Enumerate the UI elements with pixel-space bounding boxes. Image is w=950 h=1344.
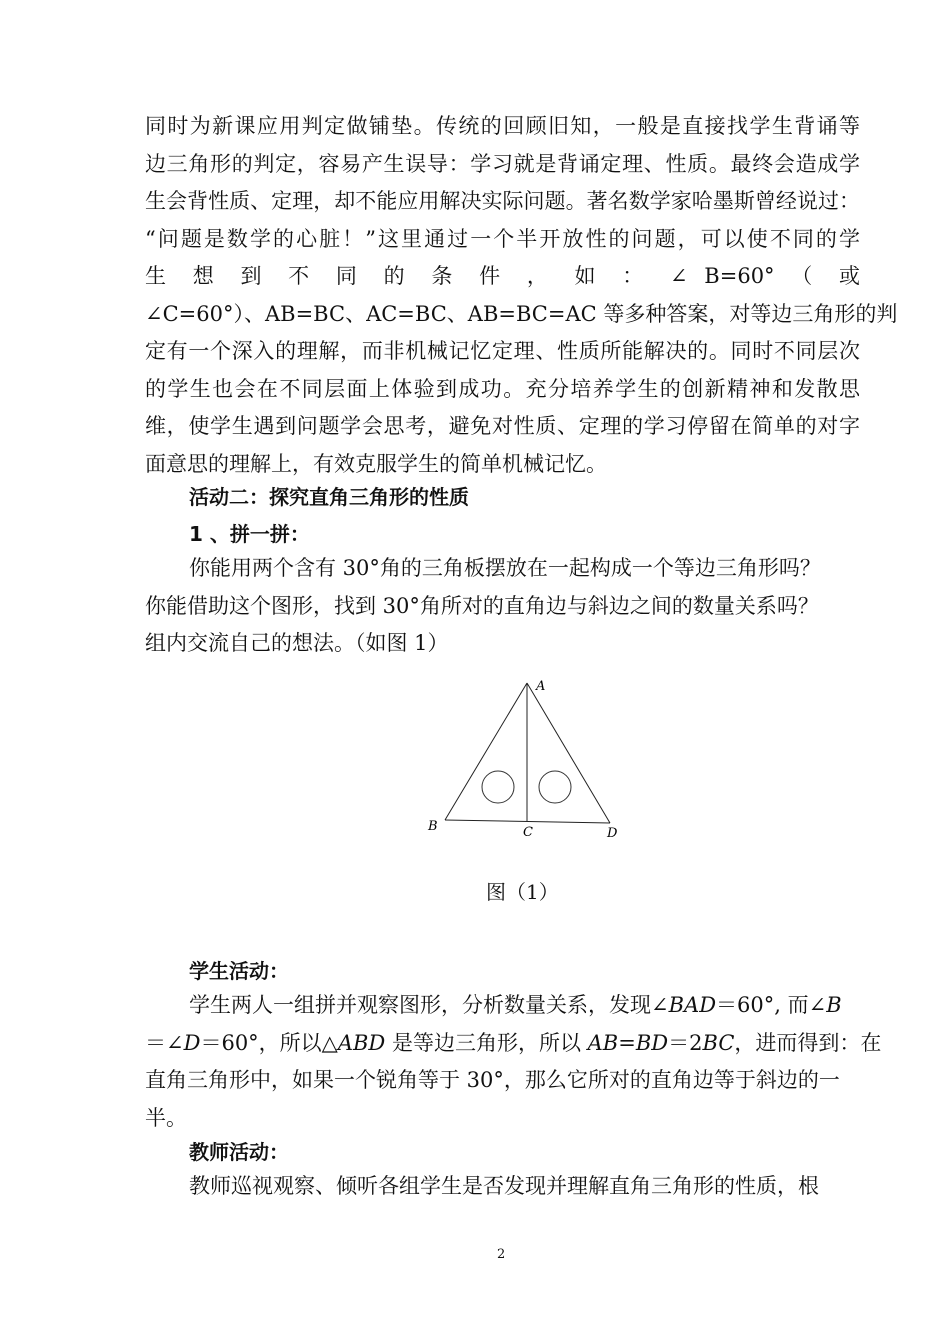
student-activity-heading: 学生活动： — [189, 959, 289, 983]
text-line: 的学生也会在不同层面上体验到成功。充分培养学生的创新精神和发散思 — [145, 376, 860, 401]
text-line: 维，使学生遇到问题学会思考，避免对性质、定理的学习停留在简单的对字 — [145, 414, 860, 438]
text-line: ＝∠D＝60°，所以△ABD 是等边三角形，所以 AB=BD＝2BC，进而得到：在 — [145, 1030, 882, 1055]
paragraph-teacher-activity — [145, 1168, 860, 1206]
right-circle — [539, 771, 571, 803]
text-line: 直角三角形中，如果一个锐角等于 30°，那么它所对的直角边等于斜边的一 — [145, 1068, 840, 1092]
text-line: 组内交流自己的想法。（如图 1） — [145, 631, 449, 655]
side-ab — [445, 683, 527, 820]
teacher-activity-heading: 教师活动： — [189, 1140, 289, 1164]
triangle-figure — [400, 670, 660, 845]
text-line: 面意思的理解上，有效克服学生的简单机械记忆。 — [145, 451, 607, 476]
label-b: B — [428, 819, 438, 834]
left-circle — [482, 771, 514, 803]
text-line: “问题是数学的心脏！”这里通过一个半开放性的问题，可以使不同的学 — [145, 226, 860, 251]
text-line: 教师巡视观察、倾听各组学生是否发现并理解直角三角形的性质，根 — [189, 1174, 819, 1198]
text-line: 半。 — [145, 1105, 187, 1130]
text-line: 同时为新课应用判定做铺垫。传统的回顾旧知，一般是直接找学生背诵等 — [145, 114, 860, 138]
page-number: 2 — [497, 1247, 506, 1262]
paragraph-question — [145, 550, 860, 663]
label-d: D — [607, 826, 618, 841]
paragraph-student-activity — [145, 987, 882, 1137]
side-ad — [527, 683, 610, 823]
paragraph-review — [145, 108, 898, 483]
text-line: 定有一个深入的理解，而非机械记忆定理、性质所能解决的。同时不同层次 — [145, 339, 860, 363]
pin-yi-pin-heading: 1 、拼一拼： — [189, 522, 310, 546]
text-line: 你能用两个含有 30°角的三角板摆放在一起构成一个等边三角形吗？ — [189, 556, 821, 580]
label-c: C — [523, 825, 533, 840]
text-line: 学生两人一组拼并观察图形，分析数量关系，发现∠BAD＝60°, 而∠B — [189, 993, 842, 1017]
activity-two-heading: 活动二：探究直角三角形的性质 — [189, 485, 469, 509]
label-a: A — [536, 679, 546, 694]
text-line: 生 想 到 不 同 的 条 件 ， 如 ： ∠ B=60° （ 或 — [145, 264, 860, 288]
text-line: ∠C=60°）、AB=BC、AC=BC、AB=BC=AC 等多种答案，对等边三角形的判 — [145, 301, 898, 326]
text-line: 你能借助这个图形，找到 30°角所对的直角边与斜边之间的数量关系吗？ — [145, 593, 819, 618]
figure-caption: 图（1） — [486, 880, 559, 904]
text-line: 生会背性质、定理，却不能应用解决实际问题。著名数学家哈墨斯曾经说过： — [145, 189, 860, 213]
text-line: 边三角形的判定，容易产生误导：学习就是背诵定理、性质。最终会造成学 — [145, 151, 860, 176]
